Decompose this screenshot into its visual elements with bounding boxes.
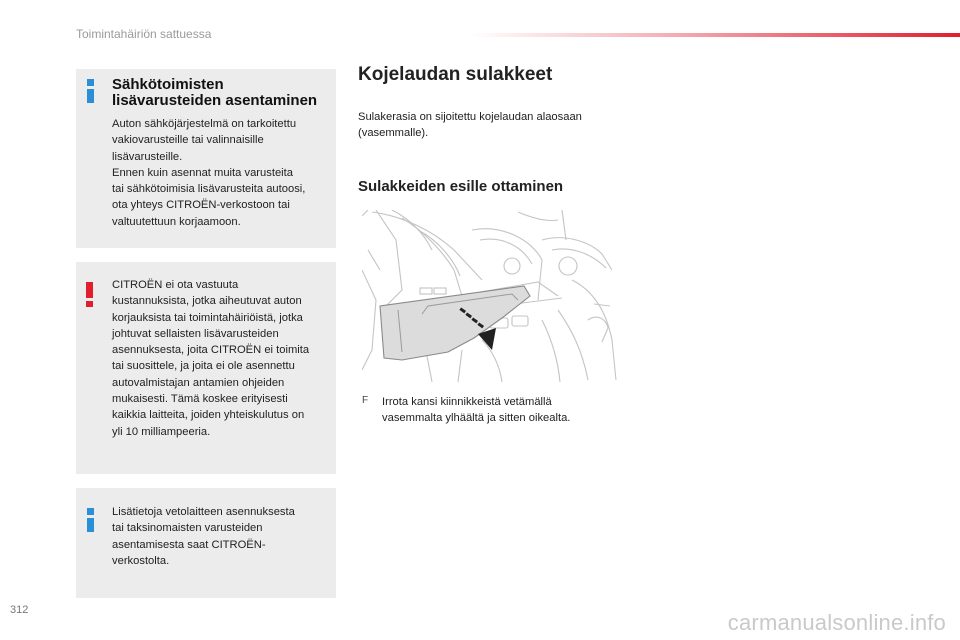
header-accent-line — [470, 33, 960, 37]
info-note-text: Lisätietoja vetolaitteen asennuksesta tai taksinomaisten varusteiden asentamisesta saat CITROËN- verkostolta. — [112, 506, 295, 567]
illustration-svg — [362, 210, 618, 384]
info-note-text: Auton sähköjärjestelmä on tarkoitettu vakiovarusteille tai valinnaisille lisävarusteille. Ennen kuin asennat muita varusteita tai sähkötoimisia lisävarusteita autoosi, ota yhteys CITROËN-verkostoon tai valtuutettuun korjaamoon. — [112, 118, 306, 228]
step-bullet-icon: F — [362, 395, 369, 406]
main-heading: Kojelaudan sulakkeet — [358, 64, 553, 85]
dashboard-fusebox-illustration — [362, 210, 618, 384]
main-paragraph: Sulakerasia on sijoitettu kojelaudan alaosaan (vasemmalle). — [358, 111, 582, 139]
warning-icon — [86, 282, 94, 307]
warning-note-text: CITROËN ei ota vastuuta kustannuksista, jotka aiheutuvat auton korjauksista tai toimintahäiriöistä, jotka johtuvat sellaisten lisävarusteiden asennuksesta, joita CITROËN ei toimita tai suosittele, ja joita ei ole asennettu autovalmistajan antamien ohjeiden mukaisesti. Tämä koskee erityisesti kaikkia laitteita, joiden yhteiskulutus on yli 10 milliampeeria. — [112, 279, 310, 438]
warning-note — [76, 262, 336, 474]
info-icon — [87, 508, 95, 532]
info-note-towing — [76, 488, 336, 598]
page-section-title: Toimintahäiriön sattuessa — [76, 27, 212, 41]
page-number: 312 — [10, 604, 29, 616]
section-heading: Sulakkeiden esille ottaminen — [358, 178, 564, 195]
watermark: carmanualsonline.info — [727, 610, 946, 635]
info-note-electrical — [76, 69, 336, 248]
info-note-title: Sähkötoimisten lisävarusteiden asentaminen — [112, 76, 318, 109]
step-text: Irrota kansi kiinnikkeistä vetämällä vasemmalta ylhäältä ja sitten oikealta. — [382, 396, 571, 424]
info-icon — [87, 79, 95, 103]
